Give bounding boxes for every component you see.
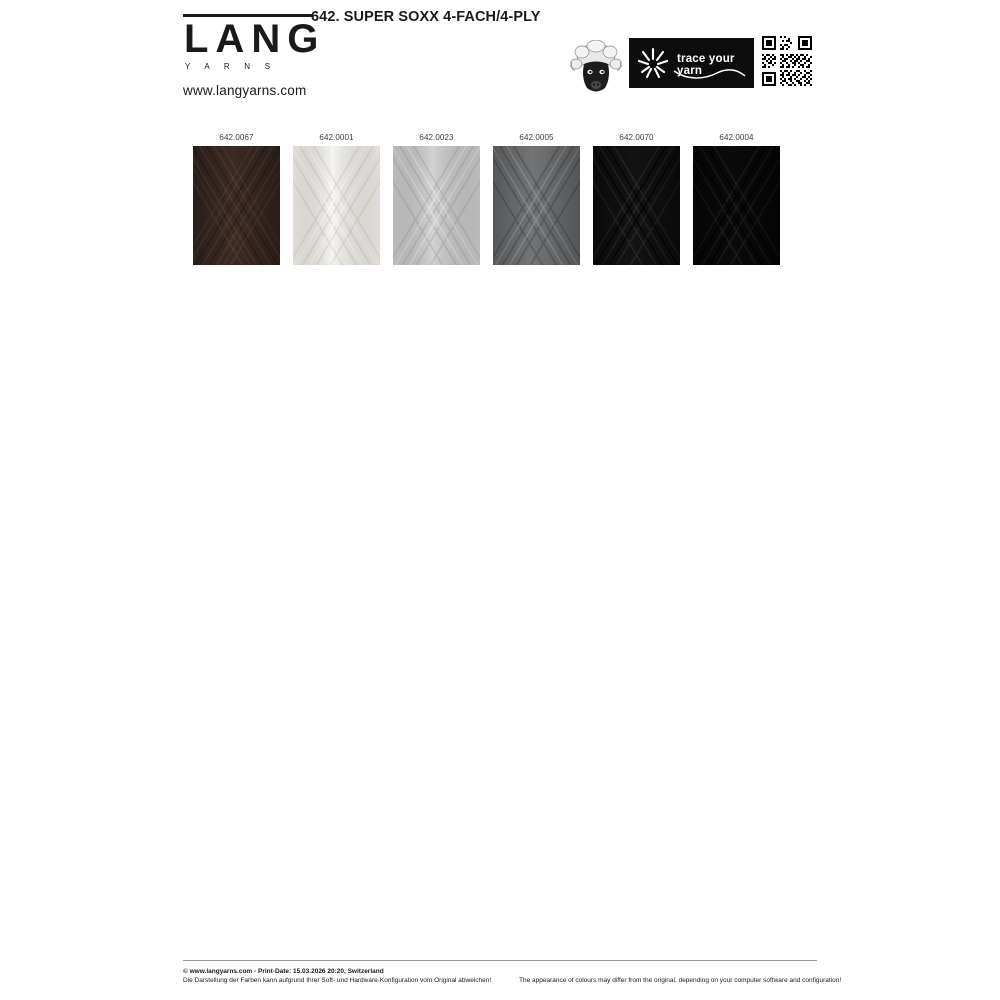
footer-divider <box>183 960 817 961</box>
yarn-burst-icon <box>636 46 670 80</box>
lang-yarns-logo <box>183 14 326 71</box>
logo-wordmark: LANG <box>184 17 326 61</box>
yarn-swatch-image <box>293 146 380 265</box>
swatch-cell[interactable] <box>393 133 480 265</box>
yarn-thread-icon <box>673 67 747 81</box>
footer-copyright: © www.langyarns.com - Print-Date: 15.03.2026 20:20, Switzerland <box>183 968 384 975</box>
swatch-code: 642.0005 <box>519 133 554 142</box>
swatch-code: 642.0001 <box>319 133 354 142</box>
yarn-swatch-image <box>193 146 280 265</box>
trace-your-yarn-badge <box>629 38 754 88</box>
swatch-code: 642.0023 <box>419 133 454 142</box>
sheep-head-icon <box>570 40 622 96</box>
yarn-swatch-image <box>593 146 680 265</box>
swatch-cell[interactable] <box>193 133 280 265</box>
qr-code-icon <box>760 34 814 88</box>
yarn-swatch-image <box>493 146 580 265</box>
page-title: 642. SUPER SOXX 4-FACH/4-PLY <box>311 9 541 25</box>
swatch-code: 642.0067 <box>219 133 254 142</box>
swatch-cell[interactable] <box>593 133 680 265</box>
swatch-cell[interactable] <box>693 133 780 265</box>
swatch-code: 642.0004 <box>719 133 754 142</box>
swatch-cell[interactable] <box>293 133 380 265</box>
yarn-swatch-image <box>693 146 780 265</box>
badge-label: trace your yarn <box>677 53 735 77</box>
page-header <box>0 0 1000 120</box>
website-url: www.langyarns.com <box>183 83 307 98</box>
footer-disclaimer-en: The appearance of colours may differ from the original, depending on your computer software and configuration! <box>519 977 842 984</box>
swatch-cell[interactable] <box>493 133 580 265</box>
yarn-swatch-image <box>393 146 480 265</box>
footer-disclaimer-de: Die Darstellung der Farben kann aufgrund Ihrer Soft- und Hardware-Konfiguration vom Original abweichen! <box>183 977 492 984</box>
logo-subtitle: Y A R N S <box>185 62 277 71</box>
swatch-code: 642.0070 <box>619 133 654 142</box>
